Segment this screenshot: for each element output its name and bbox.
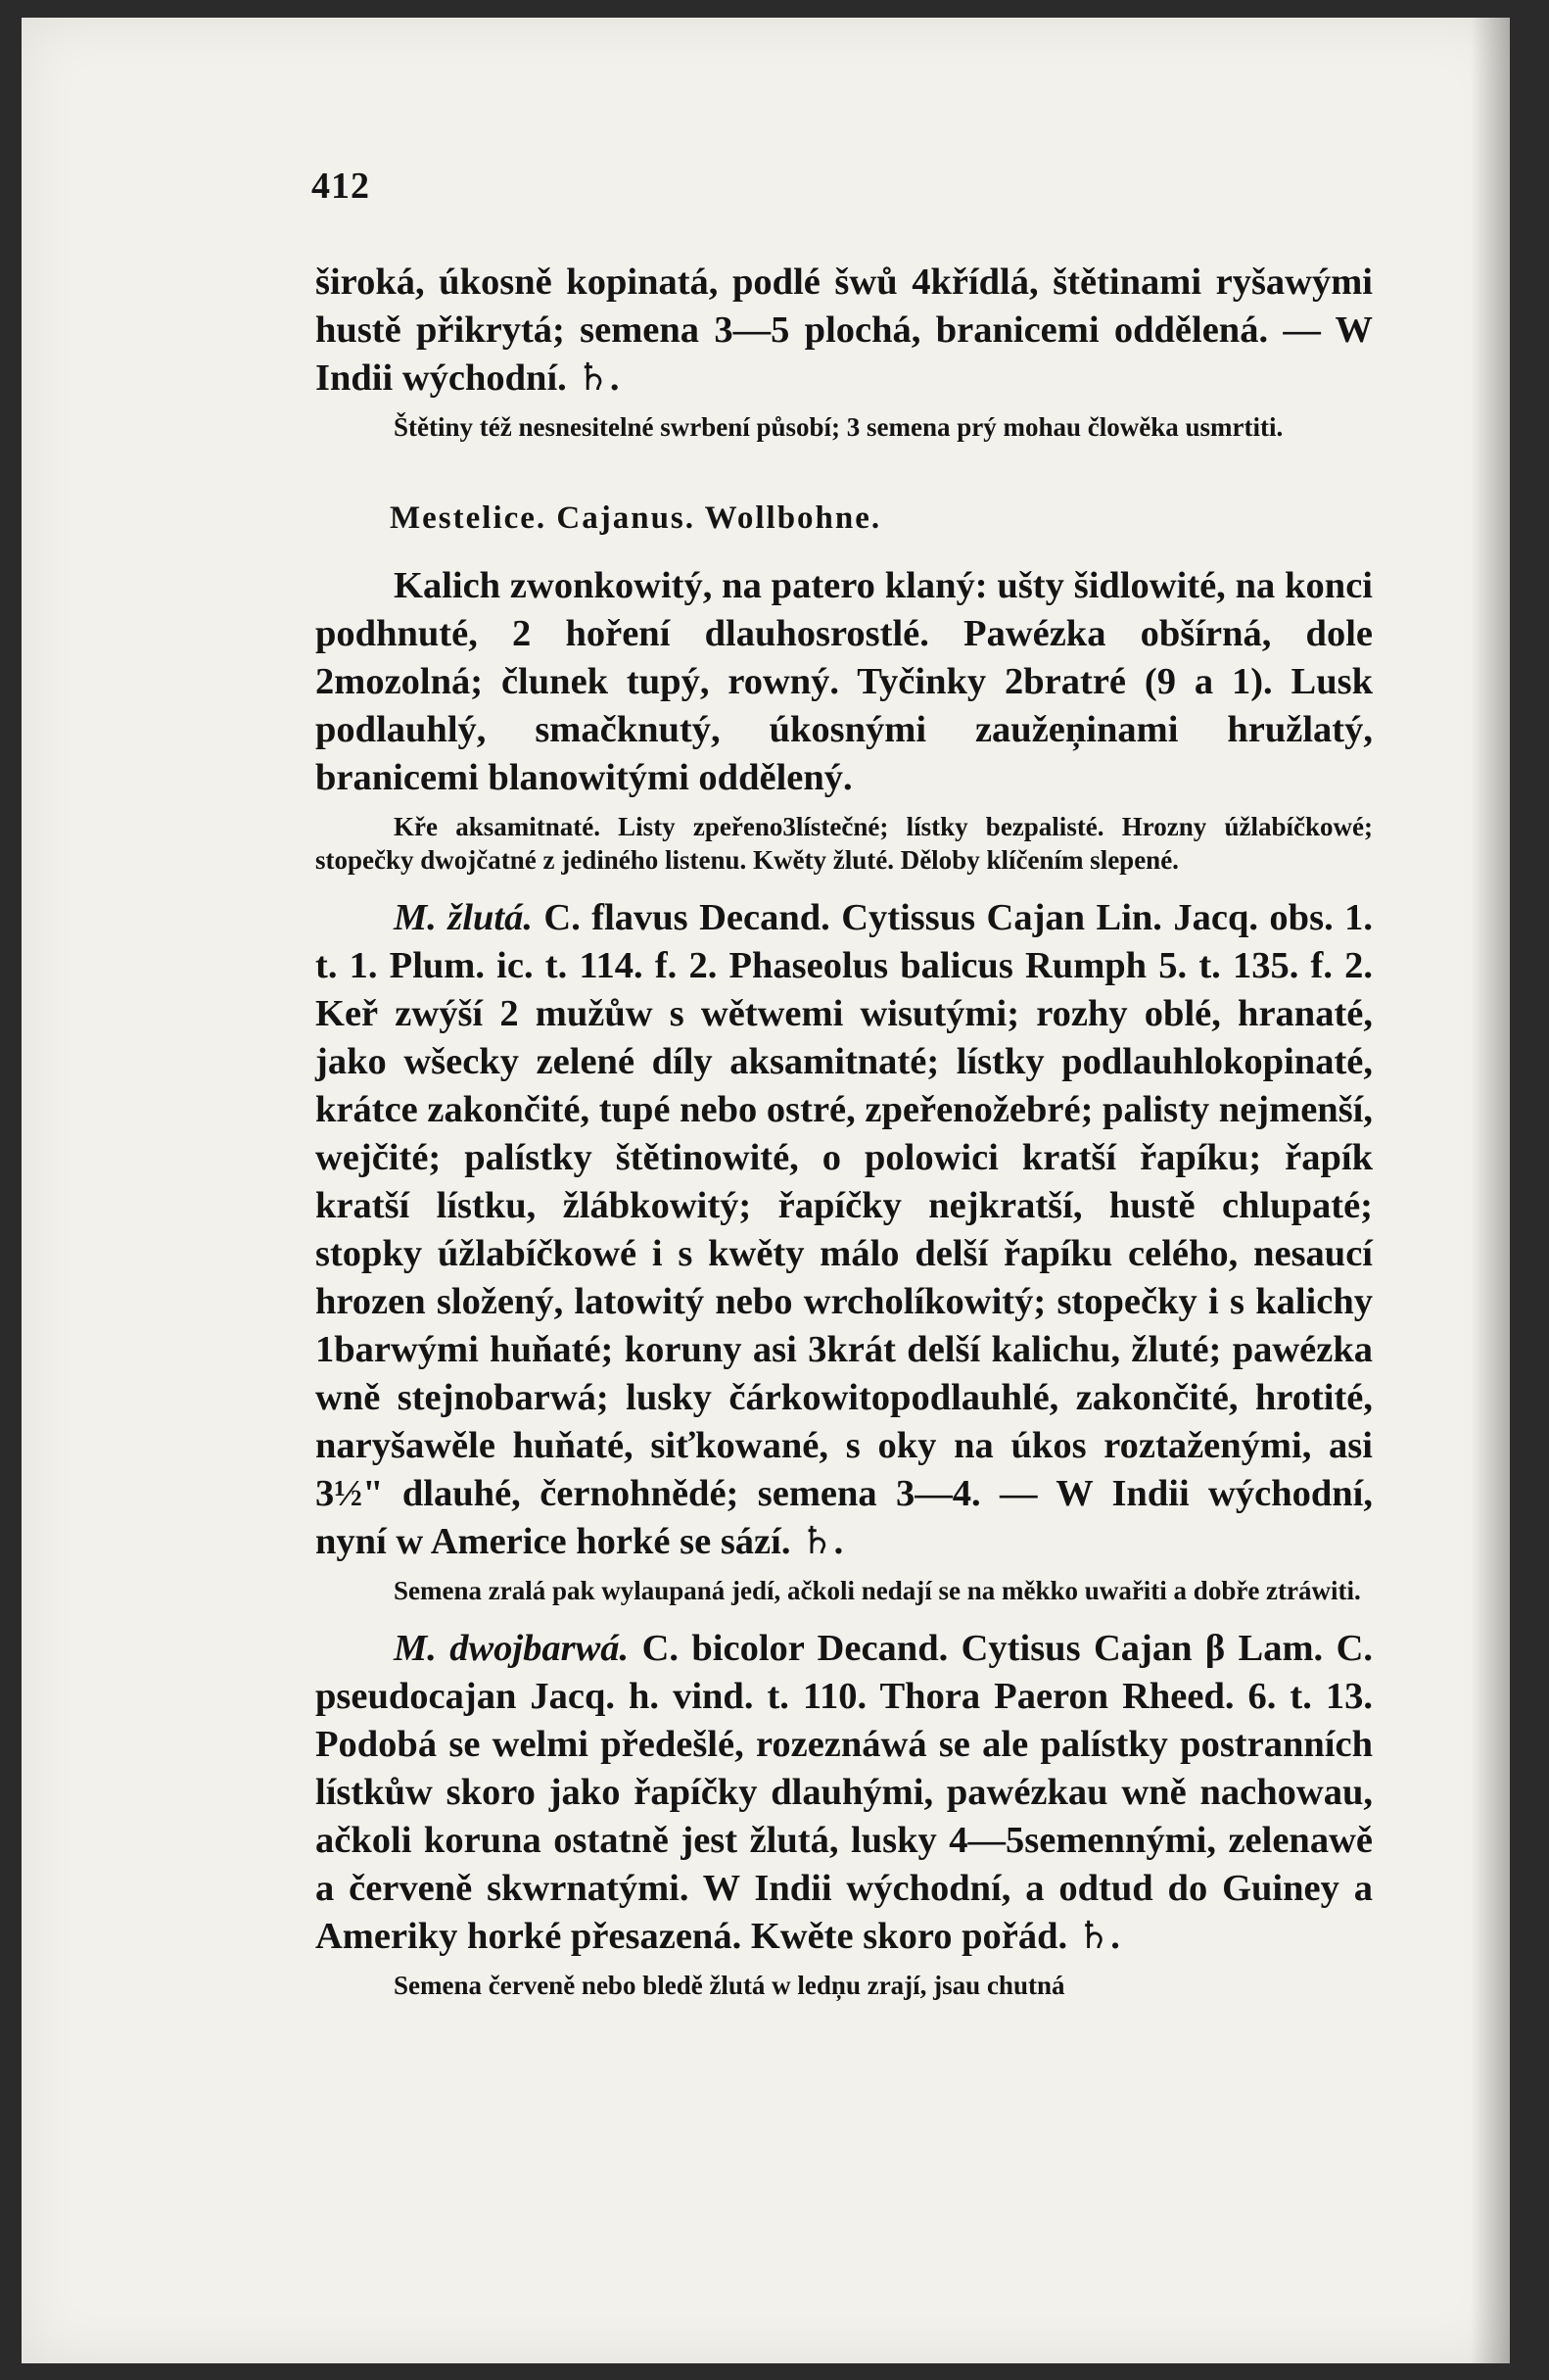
species-name-yellow: M. žlutá. [394,897,533,938]
species-name-bicolor: M. dwojbarwá. [394,1628,630,1669]
text-column [311,165,1373,2002]
page-number: 412 [311,166,370,207]
species-bicolor [315,1625,1373,1961]
species-yellow [315,894,1373,1566]
book-page [22,18,1510,2363]
species-bicolor-text: C. bicolor Decand. Cytisus Cajan β Lam. C. pseudocajan Jacq. h. vind. t. 110. Thora Paeron Rheed. 6. t. 13. Podobá se welmi předešlé, rozeznáwá se ale palístky postranních lístkůw skoro jako řapíčky dlauhými, pawézkau wně nachowau, ačkoli koruna ostatně jest žlutá, lusky 4—5semennými, zelenawě a červeně skwrnatými. W Indii wýchodní, a odtud do Guiney a Ameriky horké přesazená. Kwěte skoro pořád. ♄. [315,1628,1373,1957]
note-bristles: Štětiny též nesnesitelné swrbení působí; 3 semena prý mohau člowěka usmrtiti. [394,412,1284,442]
note-seeds-edible: Semena zralá pak wylaupaná jedí, ačkoli nedají se na měkko uwařiti a dobře ztráwiti. [394,1576,1361,1605]
page-edge-shadow [1471,18,1510,2363]
note-genus: Kře aksamitnaté. Listy zpeřeno3lístečné; lístky bezpalisté. Hrozny úžlabíčkowé; stopečky dwojčatné z jediného listenu. Kwěty žluté. Děloby klíčením slepené. [315,812,1373,875]
genus-description: Kalich zwonkowitý, na patero klaný: ušty šidlowité, na konci podhnuté, 2 hoření dlauhosrostlé. Pawézka obšírná, dole 2mozolná; člunek tupý, rowný. Tyčinky 2bratré (9 a 1). Lusk podlauhlý, smačknutý, úkosnými zaužeņinami hružlatý, branicemi blanowitými oddělený. [315,565,1373,798]
species-yellow-text: C. flavus Decand. Cytissus Cajan Lin. Jacq. obs. 1. t. 1. Plum. ic. t. 114. f. 2. Phaseolus balicus Rumph 5. t. 135. f. 2. Keř zwýší 2 mužůw s wětwemi wisutými; rozhy oblé, hranaté, jako wšecky zelené díly aksamitnaté; lístky podlauhlokopinaté, krátce zakončité, tupé nebo ostré, zpeřenožebré; palisty nejmenší, wejčité; palístky štětinowité, o polowici kratší řapíku; řapík kratší lístku, žlábkowitý; řapíčky nejkratší, hustě chlupaté; stopky úžlabíčkowé i s kwěty málo delší řapíku celého, nesaucí hrozen složený, latowitý nebo wrcholíkowitý; stopečky i s kalichy 1barwými huňaté; koruny asi 3krát delší kalichu, žluté; pawézka wně stejnobarwá; lusky čárkowitopodlauhlé, zakončité, hrotité, naryšawěle huňaté, siťkowané, s oky na úkos roztaženými, asi 3½" dlauhé, černohnědé; semena 3—4. — W Indii wýchodní, nyní w Americe horké se sází. ♄. [315,897,1373,1562]
note-seeds-color: Semena červeně nebo bledě žlutá w ledņu zrají, jsau chutná [394,1971,1065,2000]
paragraph-continuation: široká, úkosně kopinatá, podlé šwů 4křídlá, štětinami ryšawými hustě přikrytá; semena 3—5 plochá, branicemi oddělená. — W Indii wýchodní. ♄. [315,262,1373,399]
genus-heading: Mestelice. Cajanus. Wollbohne. [390,500,882,536]
